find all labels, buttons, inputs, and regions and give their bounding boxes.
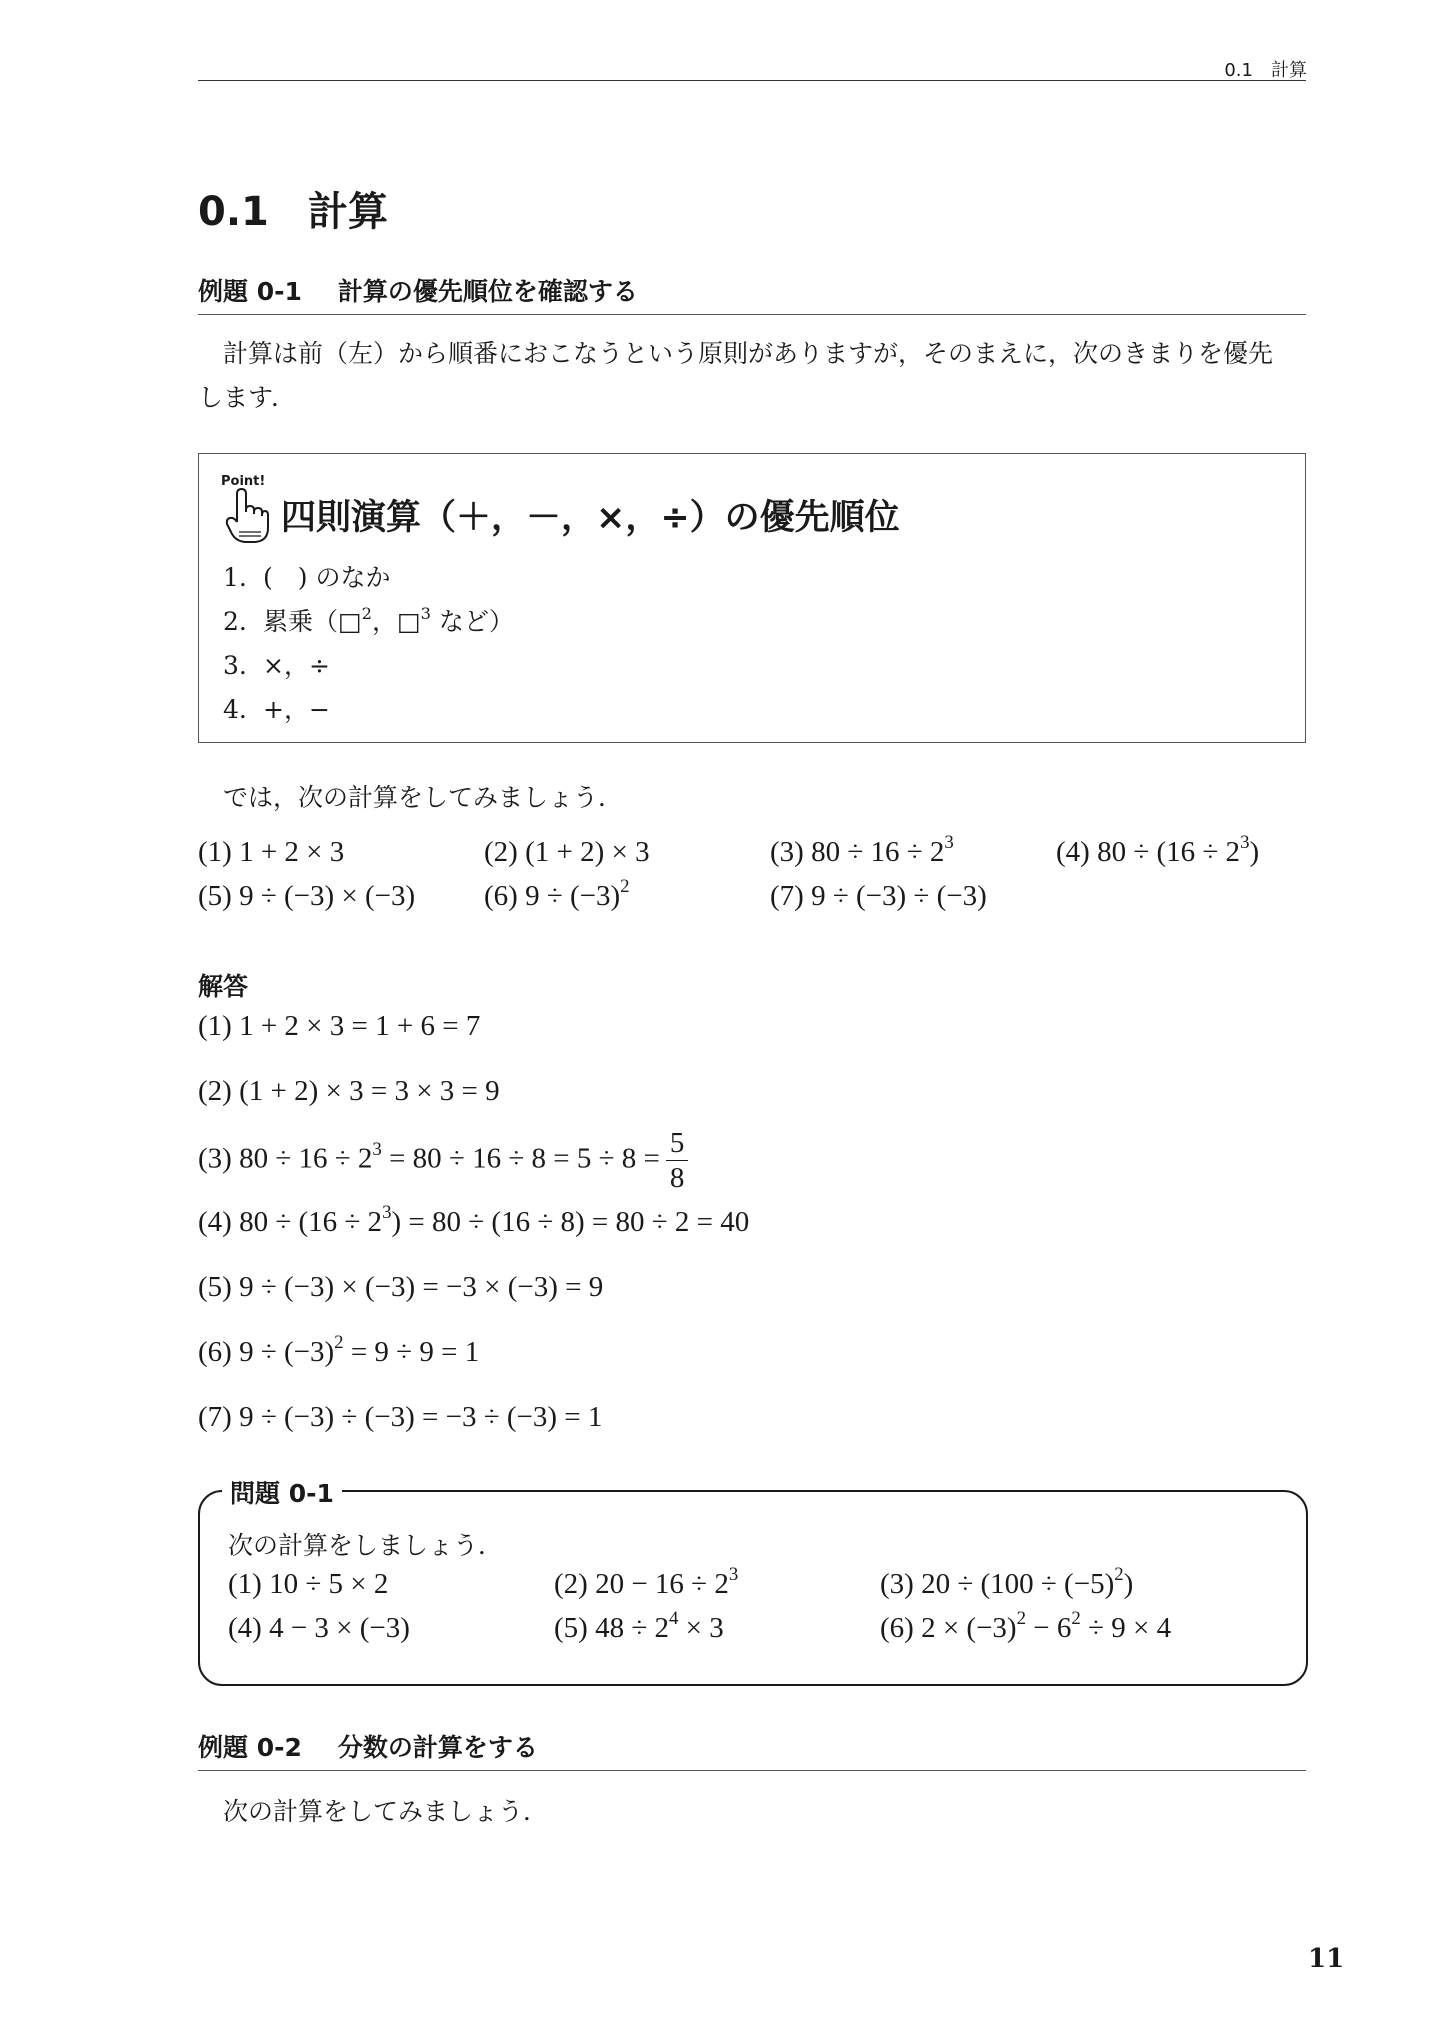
point-box [198, 453, 1306, 743]
example-1-intro-line-2: します． [198, 383, 297, 412]
example-2-label: 例題 0-2 [198, 1733, 302, 1762]
exercise-item: (2) (1 + 2) × 3 [484, 836, 650, 868]
header-rule [198, 80, 1306, 81]
fraction-numerator: 5 [666, 1128, 689, 1161]
exercise-item: (3) $80 \div 16 \div 2^3$ [770, 832, 954, 868]
priority-rule: 2. 累乗（□$^2$，□$^3$ など） [223, 604, 514, 636]
exercise-item: (4) $80 \div (16 \div 2^3)$ [1056, 832, 1260, 868]
problem-item: (4) 4 − 3 × (−3) [228, 1612, 410, 1644]
answer-line: (5) 9 ÷ (−3) × (−3) = −3 × (−3) = 9 [198, 1271, 604, 1303]
exercise-item: (1) 1 + 2 × 3 [198, 836, 345, 868]
example-1-intro [198, 332, 1306, 420]
exercise-intro: では，次の計算をしてみましょう． [223, 783, 624, 812]
page-number: 11 [1308, 1944, 1345, 1974]
answer-line: (3) $80 \div 16 \div 2^3 = 80 \div 16 \div 8 = 5 \div 8$ = $\frac{5}{8}$ [198, 1128, 688, 1194]
priority-rule: 4. +，− [223, 695, 330, 724]
answers-title: 解答 [198, 972, 249, 1001]
section-name: 計算 [308, 189, 388, 235]
answer-line: (1) 1 + 2 × 3 = 1 + 6 = 7 [198, 1010, 481, 1042]
problem-box [198, 1479, 1308, 1686]
example-2-rule [198, 1770, 1306, 1771]
point-tag: Point! [221, 474, 266, 489]
problem-item: (3) $20 \div (100 \div (-5)^2)$ [880, 1564, 1134, 1600]
problem-intro: 次の計算をしましょう． [228, 1531, 504, 1560]
example-1-intro-line-1: 計算は前（左）から順番におこなうという原則がありますが，そのまえに，次のきまりを優先 [223, 339, 1274, 368]
answer-line: (6) $9 \div (-3)^2 = 9 \div 9 = 1$ [198, 1332, 480, 1368]
example-1-rule [198, 314, 1306, 315]
problem-item: (6) $2 \times (-3)^2 - 6^2 \div 9 \times 4$ [880, 1608, 1172, 1644]
priority-rule-list [223, 556, 514, 732]
section-number: 0.1 [198, 189, 269, 235]
answer-line: (2) (1 + 2) × 3 = 3 × 3 = 9 [198, 1075, 500, 1107]
example-1-heading: 計算の優先順位を確認する [337, 277, 638, 306]
exercise-item: (6) $9 \div (-3)^2$ [484, 876, 630, 912]
example-1-title [198, 272, 638, 308]
section-title [198, 180, 388, 237]
problem-item: (2) $20 - 16 \div 2^3$ [554, 1564, 739, 1600]
example-2-title [198, 1728, 538, 1764]
problem-item: (5) $48 \div 2^4 \times 3$ [554, 1608, 724, 1644]
problem-label: 問題 0-1 [222, 1474, 342, 1510]
answer-fraction [666, 1128, 689, 1194]
example-2-heading: 分数の計算をする [337, 1733, 538, 1762]
running-header: 0.1 計算 [1224, 60, 1307, 81]
problem-item: (1) 10 ÷ 5 × 2 [228, 1568, 389, 1600]
example-1-label: 例題 0-1 [198, 277, 302, 306]
exercise-item: (7) 9 ÷ (−3) ÷ (−3) [770, 880, 987, 912]
pointing-hand-icon [225, 488, 269, 544]
example-2-intro: 次の計算をしてみましょう． [223, 1797, 549, 1826]
exercise-item: (5) 9 ÷ (−3) × (−3) [198, 880, 416, 912]
priority-rule: 3. ×，÷ [223, 651, 330, 680]
point-title: 四則演算（＋，－，×，÷）の優先順位 [281, 498, 900, 538]
answer-line: (7) 9 ÷ (−3) ÷ (−3) = −3 ÷ (−3) = 1 [198, 1401, 603, 1433]
answer-line: (4) $80 \div (16 \div 2^3) = 80 \div (16 \div 8) = 80 \div 2 = 40$ [198, 1202, 750, 1238]
fraction-denominator: 8 [669, 1162, 685, 1195]
priority-rule: 1. ( ) のなか [223, 563, 391, 592]
